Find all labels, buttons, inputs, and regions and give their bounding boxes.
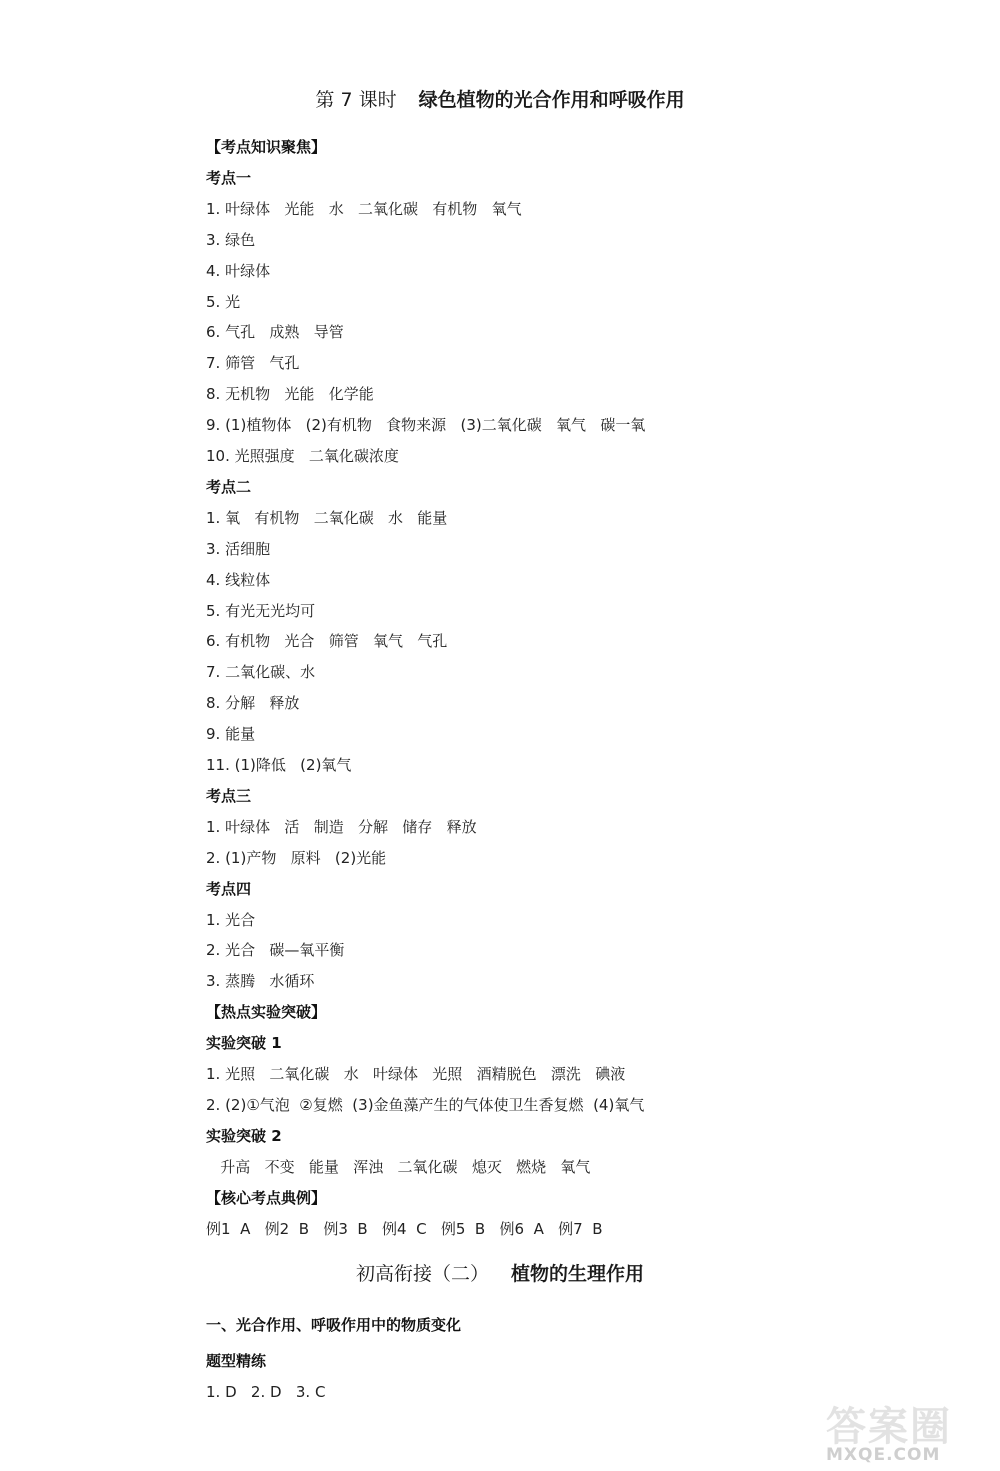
answer-line: 5. 光 — [206, 293, 241, 311]
answer-line: 1. 叶绿体 活 制造 分解 储存 释放 — [206, 818, 477, 836]
answer-line: 1. 光照 二氧化碳 水 叶绿体 光照 酒精脱色 漂洗 碘液 — [206, 1065, 626, 1083]
answer-line: 升高 不变 能量 浑浊 二氧化碳 熄灭 燃烧 氧气 — [206, 1158, 591, 1176]
answer-line: 1. 叶绿体 光能 水 二氧化碳 有机物 氧气 — [206, 200, 522, 218]
lesson-topic: 绿色植物的光合作用和呼吸作用 — [418, 89, 685, 111]
watermark-logo — [820, 1405, 990, 1467]
answer-line: 3. 绿色 — [206, 231, 256, 249]
section-heading: 考点四 — [206, 880, 252, 898]
section2-heading: 一、光合作用、呼吸作用中的物质变化 — [206, 1316, 462, 1334]
section-heading: 考点二 — [206, 478, 252, 496]
answer-line: 3. 蒸腾 水循环 — [206, 972, 315, 990]
section-heading: 【热点实验突破】 — [206, 1003, 327, 1021]
section2-answers: 1. D 2. D 3. C — [206, 1383, 326, 1401]
lesson-number: 第 7 课时 — [315, 89, 397, 111]
answer-line: 9. (1)植物体 (2)有机物 食物来源 (3)二氧化碳 氧气 碳一氧 — [206, 416, 646, 434]
answer-line: 9. 能量 — [206, 725, 256, 743]
answer-line: 7. 筛管 气孔 — [206, 354, 300, 372]
answer-line: 7. 二氧化碳、水 — [206, 663, 316, 681]
watermark-url: MXQE.COM — [826, 1445, 941, 1465]
answer-line: 例1 A 例2 B 例3 B 例4 C 例5 B 例6 A 例7 B — [206, 1220, 603, 1238]
section-heading: 实验突破 2 — [206, 1127, 282, 1145]
answer-line: 1. 光合 — [206, 911, 256, 929]
answer-line: 11. (1)降低 (2)氧气 — [206, 756, 352, 774]
answer-line: 2. 光合 碳—氧平衡 — [206, 941, 345, 959]
answer-line: 6. 有机物 光合 筛管 氧气 气孔 — [206, 632, 448, 650]
answer-line: 4. 线粒体 — [206, 571, 271, 589]
answer-line: 5. 有光无光均可 — [206, 602, 316, 620]
section2-topic: 植物的生理作用 — [511, 1263, 645, 1285]
section-heading: 考点一 — [206, 169, 252, 187]
section-heading: 【考点知识聚焦】 — [206, 138, 327, 156]
lesson-title — [0, 86, 1000, 114]
section-heading: 实验突破 1 — [206, 1034, 282, 1052]
answer-line: 4. 叶绿体 — [206, 262, 271, 280]
watermark-logo-text: 答案圈 — [826, 1404, 952, 1450]
answer-line: 1. 氧 有机物 二氧化碳 水 能量 — [206, 509, 448, 527]
answer-line: 2. (1)产物 原料 (2)光能 — [206, 849, 387, 867]
answer-line: 8. 无机物 光能 化学能 — [206, 385, 374, 403]
answer-line: 3. 活细胞 — [206, 540, 271, 558]
answer-line: 2. (2)①气泡 ②复燃 (3)金鱼藻产生的气体使卫生香复燃 (4)氧气 — [206, 1096, 645, 1114]
section-heading: 【核心考点典例】 — [206, 1189, 327, 1207]
section2-title — [0, 1260, 1000, 1288]
section2-lesson: 初高衔接（二） — [355, 1263, 489, 1285]
section2-subheading: 题型精练 — [206, 1352, 267, 1370]
answer-line: 6. 气孔 成熟 导管 — [206, 323, 344, 341]
answer-line: 8. 分解 释放 — [206, 694, 300, 712]
answer-line: 10. 光照强度 二氧化碳浓度 — [206, 447, 399, 465]
section-heading: 考点三 — [206, 787, 252, 805]
